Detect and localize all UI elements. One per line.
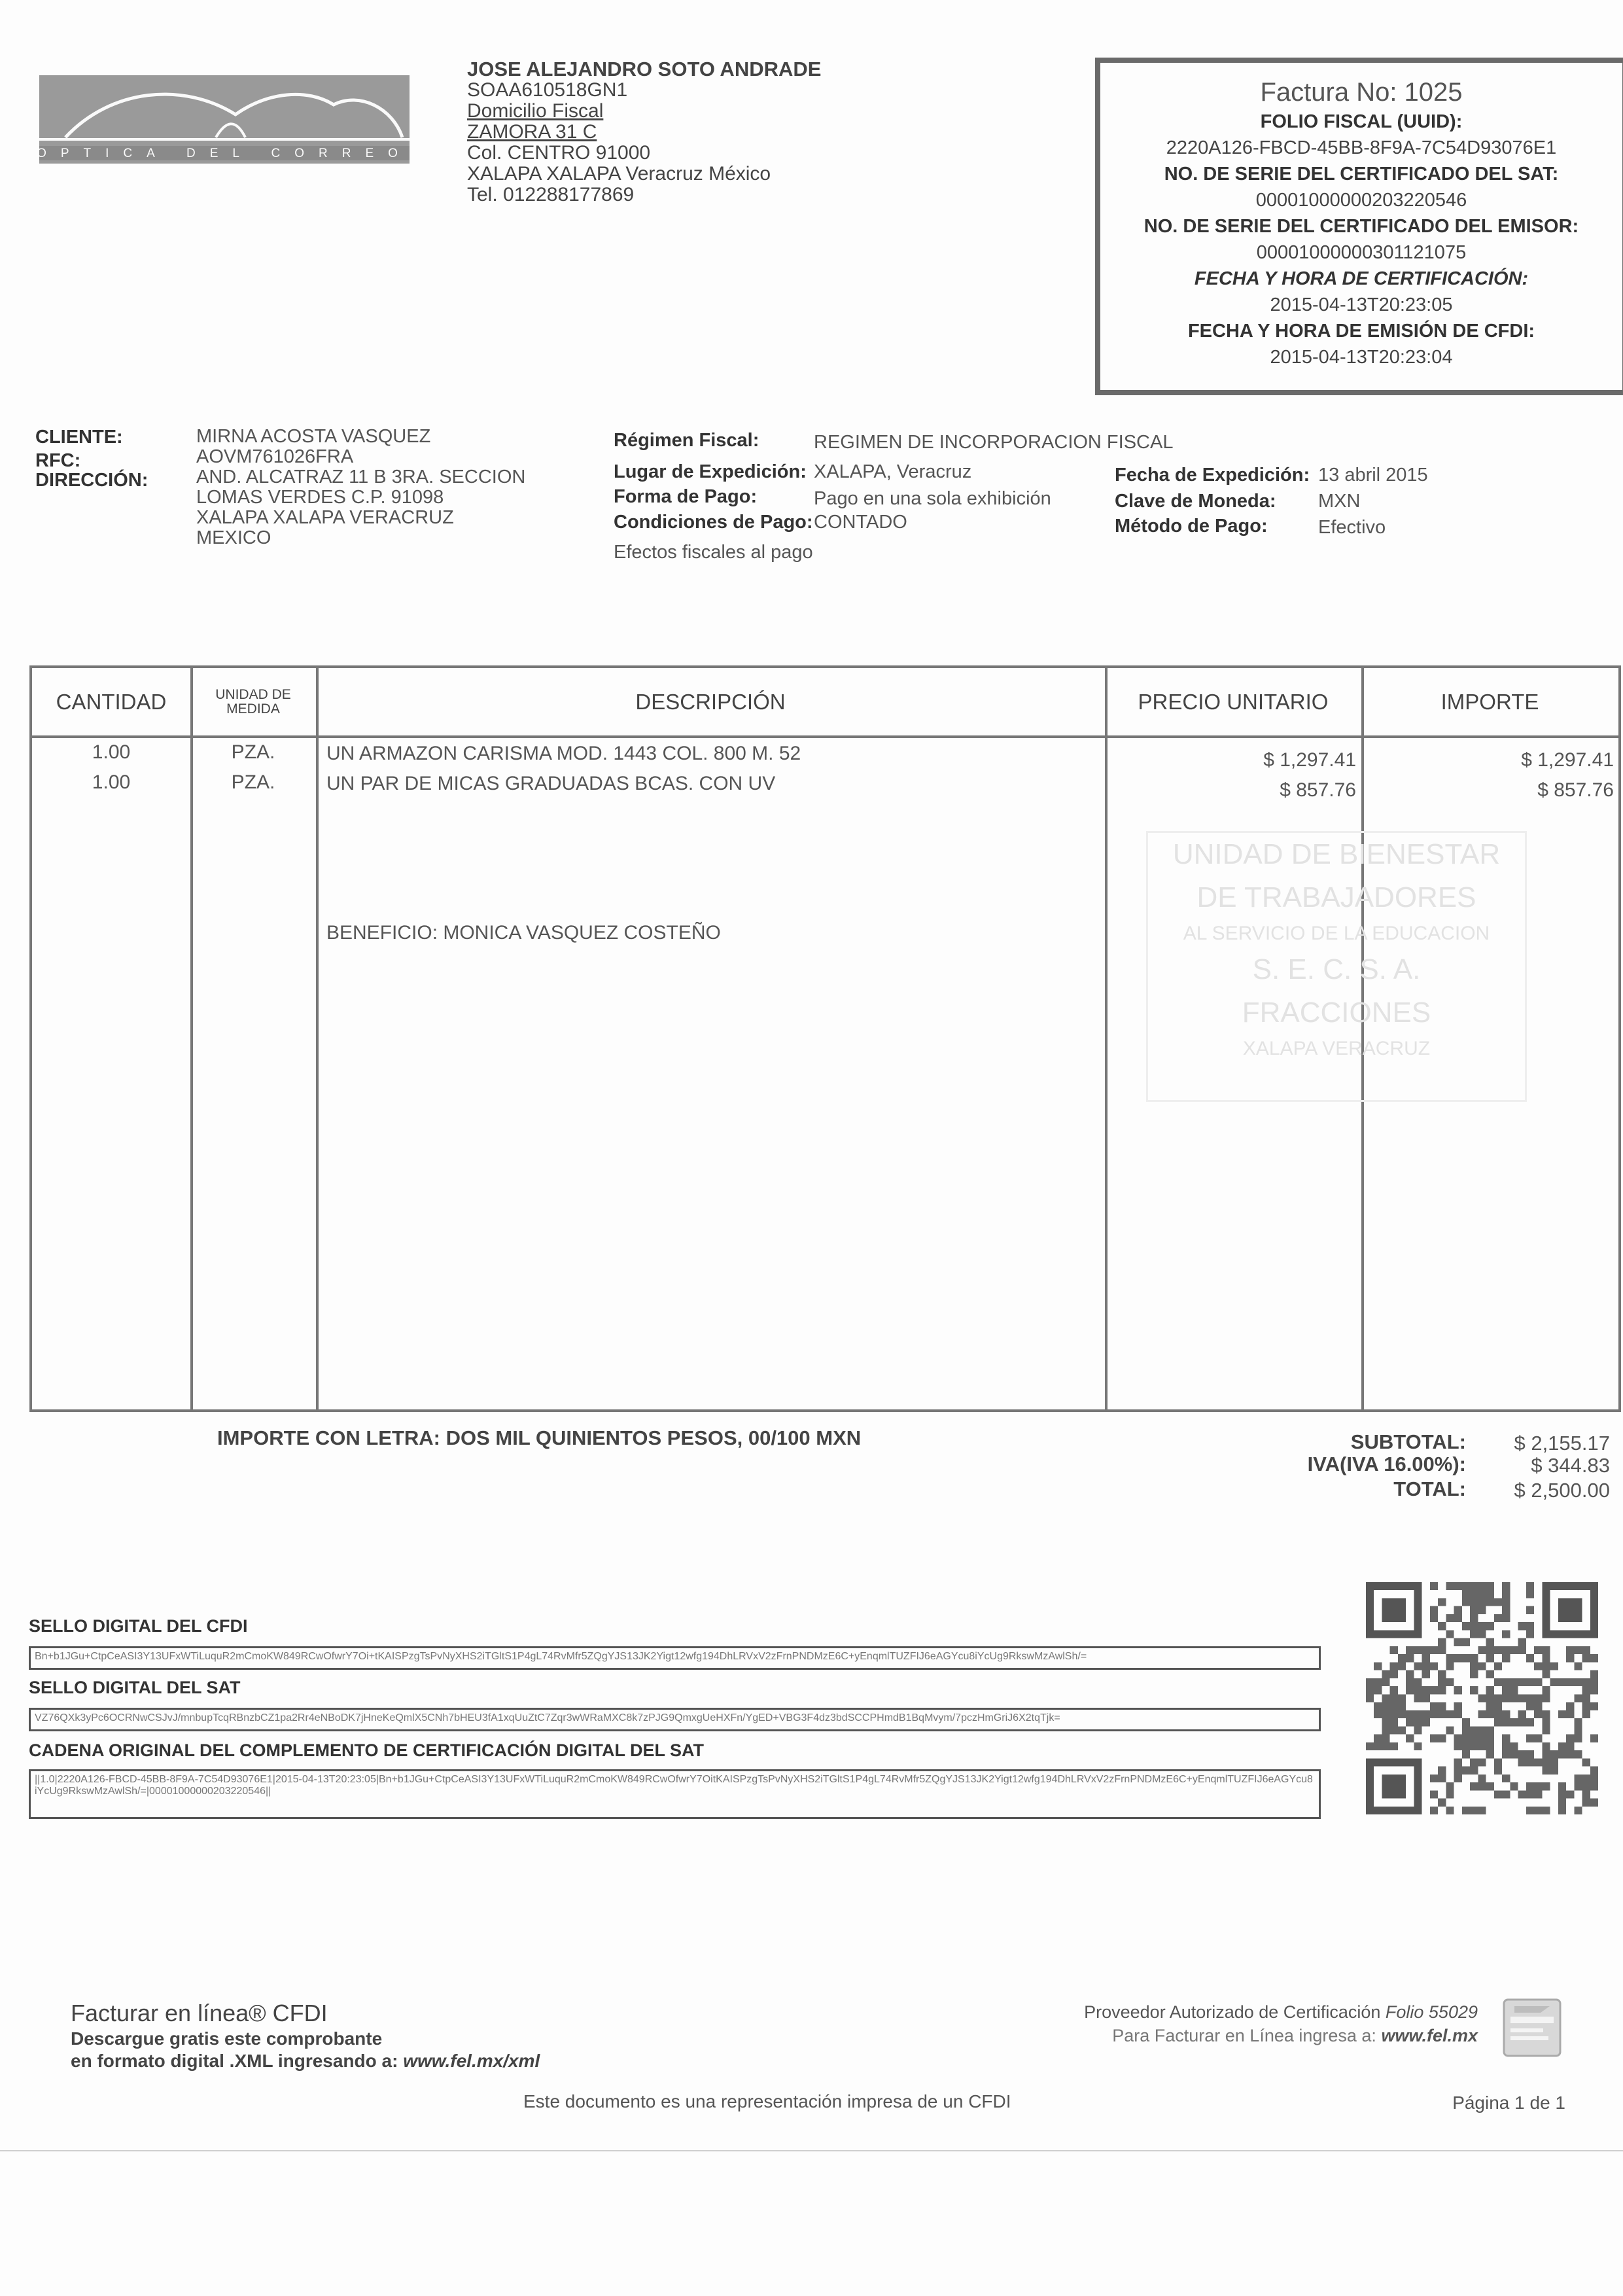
facturar-line (1112, 2026, 1478, 2046)
row1-cantidad: 1.00 (92, 741, 131, 763)
sello-cfdi-label: SELLO DIGITAL DEL CFDI (29, 1616, 248, 1636)
uuid-label: FOLIO FISCAL (UUID): (1260, 111, 1463, 132)
sat-seal-icon (1501, 1997, 1563, 2058)
th-importe: IMPORTE (1440, 689, 1539, 714)
proveedor-folio: Folio 55029 (1385, 2002, 1478, 2022)
importe-con-letra (217, 1426, 861, 1450)
stamp-line: UNIDAD DE BIENESTAR (1172, 838, 1501, 870)
fel-xml-link[interactable]: www.fel.mx/xml (403, 2051, 540, 2071)
letra-label: IMPORTE CON LETRA: (217, 1426, 440, 1449)
sat-cert-value: 00001000000203220546 (1255, 190, 1467, 211)
sello-sat-value: VZ76QXk3yPc6OCRNwCSJvJ/mnbupTcqRBnzbCZ1pa2Rr4eNBoDK7jHneKeQmlX5CNh7bHEU3fA1xqUuZtC7Zqr3wWRaMXC8k7zPJG9QmxgUeHXFn/YgED+VBG3F4dz3bdSCCPHmdB1BqMvym/7pczHmGriJ6X2tqTjk= (29, 1708, 1321, 1731)
stamp-line: XALAPA VERACRUZ (1242, 1038, 1431, 1059)
emisor-cert-value: 00001000000301121075 (1256, 242, 1467, 263)
lugar-value: XALAPA, Veracruz (814, 461, 972, 482)
cliente-name: MIRNA ACOSTA VASQUEZ (196, 426, 431, 447)
emision-date-label: FECHA Y HORA DE EMISIÓN DE CFDI: (1187, 321, 1535, 342)
cert-date-label: FECHA Y HORA DE CERTIFICACIÓN: (1194, 268, 1529, 289)
row1-descripcion: UN ARMAZON CARISMA MOD. 1443 COL. 800 M. 52 (326, 743, 801, 764)
subtotal-value: $ 2,155.17 (1514, 1432, 1610, 1455)
letra-value: DOS MIL QUINIENTOS PESOS, 00/100 MXN (445, 1426, 862, 1449)
fel-link[interactable]: www.fel.mx (1381, 2026, 1478, 2045)
efectos-fiscales: Efectos fiscales al pago (614, 542, 813, 563)
row1-unidad: PZA. (231, 741, 275, 763)
invoice-info-box (1095, 58, 1623, 395)
lugar-label: Lugar de Expedición: (614, 461, 807, 482)
col-divider (316, 668, 319, 1409)
cliente-dir4: MEXICO (196, 527, 271, 548)
total-label: TOTAL: (1393, 1477, 1466, 1500)
row2-precio: $ 857.76 (1280, 779, 1356, 801)
row2-descripcion: UN PAR DE MICAS GRADUADAS BCAS. CON UV (326, 773, 776, 794)
footer-divider (0, 2150, 1623, 2151)
stamp-line: AL SERVICIO DE LA EDUCACION (1183, 923, 1490, 944)
issuer-colonia: Col. CENTRO 91000 (467, 142, 651, 164)
issuer-phone: Tel. 012288177869 (467, 184, 635, 205)
cliente-rfc: AOVM761026FRA (196, 446, 354, 467)
fel-brand: Facturar en línea® CFDI (71, 2000, 328, 2026)
th-unidad-line1: UNIDAD DE (215, 686, 291, 702)
row1-importe: $ 1,297.41 (1521, 749, 1614, 771)
emision-date-value: 2015-04-13T20:23:04 (1270, 347, 1453, 368)
sat-cert-label: NO. DE SERIE DEL CERTIFICADO DEL SAT: (1164, 164, 1559, 185)
facturar-text: Para Facturar en Línea ingresa a: (1112, 2026, 1376, 2045)
iva-value: $ 344.83 (1531, 1454, 1610, 1477)
iva-label: IVA(IVA 16.00%): (1307, 1453, 1466, 1475)
cliente-dir3: XALAPA XALAPA VERACRUZ (196, 507, 454, 528)
invoice-title: Factura No: 1025 (1260, 78, 1463, 107)
stamp-line: S. E. C. S. A. (1252, 953, 1421, 985)
fecha-value: 13 abril 2015 (1318, 465, 1428, 486)
page-number: Página 1 de 1 (1452, 2093, 1565, 2113)
header-divider (32, 735, 1618, 738)
stamp-line: DE TRABAJADORES (1196, 881, 1476, 913)
client-block (196, 427, 525, 548)
metodo-value: Efectivo (1318, 517, 1386, 538)
fecha-label: Fecha de Expedición: (1115, 465, 1310, 486)
cert-date-value: 2015-04-13T20:23:05 (1270, 294, 1453, 315)
regimen-value: REGIMEN DE INCORPORACION FISCAL (814, 432, 1174, 453)
stamp-line: FRACCIONES (1242, 997, 1431, 1029)
issuer-block (467, 59, 821, 205)
forma-value: Pago en una sola exhibición (814, 488, 1051, 509)
rfc-label: RFC: (35, 450, 81, 471)
logo-text: OPTICA DEL CORREO (39, 147, 410, 160)
proveedor-text: Proveedor Autorizado de Certificación (1084, 2002, 1381, 2022)
faint-rubber-stamp (1146, 831, 1527, 1102)
issuer-street: ZAMORA 31 C (467, 121, 597, 143)
fel-line1: Descargue gratis este comprobante (71, 2028, 383, 2049)
cliente-dir1: AND. ALCATRAZ 11 B 3RA. SECCION (196, 467, 526, 487)
issuer-name: JOSE ALEJANDRO SOTO ANDRADE (467, 58, 822, 80)
fel-line2-text: en formato digital .XML ingresando a: (71, 2051, 398, 2071)
qr-code (1366, 1582, 1598, 1814)
moneda-value: MXN (1318, 491, 1361, 512)
proveedor-line (1084, 2002, 1478, 2022)
th-descripcion: DESCRIPCIÓN (635, 689, 786, 714)
row2-cantidad: 1.00 (92, 771, 131, 793)
condiciones-value: CONTADO (814, 512, 907, 533)
emisor-cert-label: NO. DE SERIE DEL CERTIFICADO DEL EMISOR: (1143, 216, 1579, 237)
row1-precio: $ 1,297.41 (1263, 749, 1356, 771)
condiciones-label: Condiciones de Pago: (614, 512, 813, 533)
cadena-value: ||1.0|2220A126-FBCD-45BB-8F9A-7C54D93076E1|2015-04-13T20:23:05|Bn+b1JGu+CtpCeASI3Y13UFxWTiLuquR2mCmoKW849RCwOfwrY7OitKAISPzgTsPvNyXHS2iTGltS1P4gL74RvMfr5ZQgYJS13JK2Yigt12wfg194DhLRVxV2zFrnPNDMzE6C+yEnqmlTUZFIJ6eAGYcu8iYcUg9RkswMzAwlSh/=|00001000000203220546|| (29, 1769, 1321, 1819)
moneda-label: Clave de Moneda: (1115, 491, 1276, 512)
sello-cfdi-value: Bn+b1JGu+CtpCeASI3Y13UFxWTiLuquR2mCmoKW849RCwOfwrY7Oi+tKAISPzgTsPvNyXHS2iTGltS1P4gL74RvMfr5ZQgYJS13JK2Yigt12wfg194DhLRVxV2zFrnPNDMzE6C+yEnqmlTUZFIJ6eAGYcu8iYcUg9RkswMzAwlSh/= (29, 1646, 1321, 1670)
direccion-label: DIRECCIÓN: (35, 470, 148, 491)
regimen-label: Régimen Fiscal: (614, 430, 759, 451)
issuer-city: XALAPA XALAPA Veracruz México (467, 163, 771, 185)
representacion-impresa: Este documento es una representación impresa de un CFDI (523, 2091, 1011, 2111)
cliente-label: CLIENTE: (35, 427, 123, 448)
forma-label: Forma de Pago: (614, 486, 758, 507)
row2-importe: $ 857.76 (1537, 779, 1614, 801)
row2-unidad: PZA. (231, 771, 275, 793)
th-unidad (190, 668, 316, 735)
issuer-rfc: SOAA610518GN1 (467, 79, 628, 101)
beneficio-note: BENEFICIO: MONICA VASQUEZ COSTEÑO (326, 922, 721, 944)
uuid-value: 2220A126-FBCD-45BB-8F9A-7C54D93076E1 (1166, 137, 1557, 158)
fel-line2 (71, 2051, 540, 2072)
metodo-label: Método de Pago: (1115, 516, 1268, 537)
sello-sat-label: SELLO DIGITAL DEL SAT (29, 1678, 241, 1697)
cliente-dir2: LOMAS VERDES C.P. 91098 (196, 487, 444, 508)
th-unidad-line2: MEDIDA (226, 701, 280, 716)
issuer-domicilio-label: Domicilio Fiscal (467, 100, 604, 122)
total-value: $ 2,500.00 (1514, 1479, 1610, 1502)
th-precio: PRECIO UNITARIO (1138, 689, 1329, 714)
th-cantidad: CANTIDAD (56, 689, 167, 714)
optica-del-correo-logo (39, 75, 410, 164)
subtotal-label: SUBTOTAL: (1350, 1430, 1466, 1453)
cadena-label: CADENA ORIGINAL DEL COMPLEMENTO DE CERTIFICACIÓN DIGITAL DEL SAT (29, 1740, 705, 1760)
